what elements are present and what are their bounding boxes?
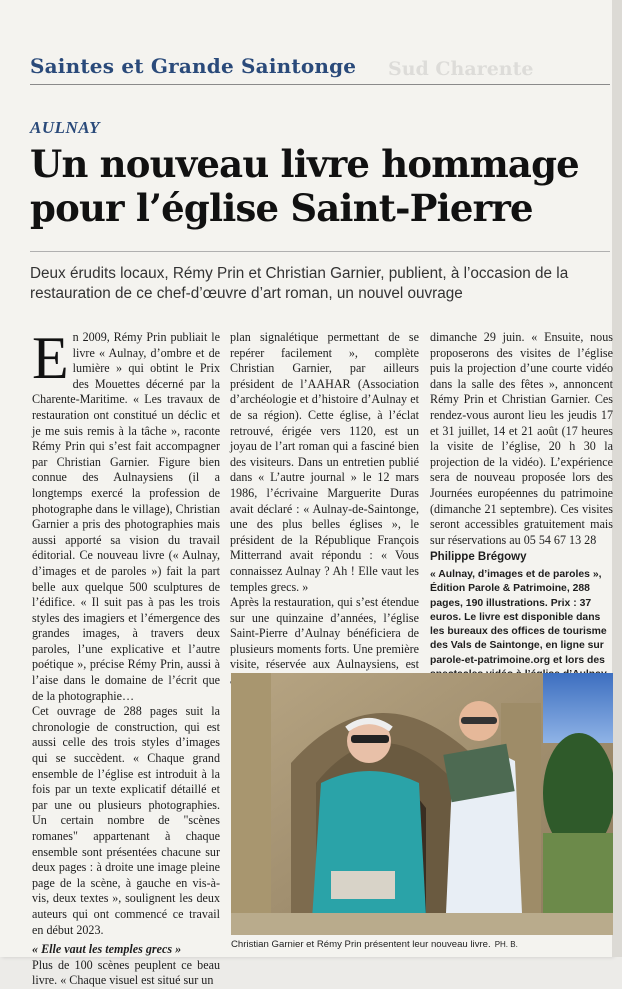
author-signature: Philippe Brégowy (430, 551, 527, 564)
section-divider (30, 84, 610, 85)
article-standfirst: Deux érudits locaux, Rémy Prin et Christian Garnier, publient, à l’occasion de la restauration de ce chef-d’œuvre d’art roman, un nouvel ouvrage (30, 265, 569, 302)
book-info-box: « Aulnay, d’images et de paroles », Édition Parole & Patrimoine, 288 pages, 190 illustrations. Prix : 37 euros. Le livre est disponible dans les bureaux des offices de tourisme des Vals de Saintonge, en ligne sur parole-et-patrimoine.org et lors des (430, 568, 607, 666)
photo-credit: PH. B. (494, 940, 518, 949)
section-title: Saintes et Grande Saintonge (30, 54, 357, 78)
page-edge (612, 0, 622, 957)
article-paragraph: Plus de 100 scènes peuplent ce beau livre. « Chaque visuel est situé sur un (32, 957, 220, 988)
paragraph-text: n 2009, Rémy Prin publiait le livre « Aulnay, d’ombre et de lumière » qui obtint le Prix des Mouettes décerné par la Charente-Maritime. « Les travaux de restauration ont constitué un déclic et je me suis remis à la tâche », raconte Rémy Prin qui s’est fait accompagner par Christian Garnier. Figure bien connue des Aulnaysiens (il a longtemps exercé la profession de photographe dans le village), Christian Garnier a pris des photographies mais aussi apporté sa vision du travail éditorial. Ce nouveau livre (« Aulnay, d’images et de paroles ») fait la part belle aux quelque 500 sculptures de l’édifice. « Il suit pas à pas les trois styles des imagiers et l’émergence des grandes images, à travers deux paroles, l’une explicative et l’autre poétique », précise Rémy Prin, aussi à l’aise dans le domaine de l’écrit que de la photographie… (32, 330, 220, 703)
article-paragraph: dimanche 29 juin. « Ensuite, nous proposerons des visites de l’église puis la projection d’une courte vidéo dans la salle des fêtes », annoncent Rémy Prin et Christian Garnier. Ces rendez-vous auront lieu les jeudis 17 et 31 juillet, 14 et 21 août (17 heures la visite de l’église, 20 h 30 la projection de la vidéo). L’expérience sera de nouveau proposée lors des Journées européennes du patrimoine (dimanche 21 septembre). Ces visites seront accessibles gratuitement mais sur réservations au 05 54 67 13 28 (430, 330, 613, 547)
article-paragraph: Cet ouvrage de 288 pages suit la chronologie de construction, qui est aussi celle des trois styles d’images qui se succèdent. « Chaque grand ensemble de l’église est introduit à la fois par un texte explicatif détaillé et par une ou plusieurs photographies. Un certain nombre de "scènes romanes" appartenant à chaque ensemble sont présentées chacune sur deux pages : à droite une image pleine page de la scène, à gauche en vis-à-vis, deux textes », soulignent les deux auteurs qui ont commencé ce travail en début 2023. (32, 704, 220, 937)
caption-text: Christian Garnier et Rémy Prin présentent leur nouveau livre. (231, 939, 491, 950)
article-paragraph (32, 325, 220, 704)
bleed-through-text: Sud Charente (388, 58, 534, 80)
article-photo (231, 673, 613, 935)
article-column-2 (230, 330, 419, 689)
drop-cap: E (32, 325, 69, 391)
headline-line-2: pour l’église Saint-Pierre (30, 186, 533, 230)
article-column-1 (32, 325, 220, 989)
article-paragraph: plan signalétique permettant de se repérer facilement », complète Christian Garnier, par ailleurs président de l’AAHAR (Association d’archéologie et d’histoire d’Aulnay et de sa région). Cette église, à l’éclat retrouvé, érigée vers 1120, est un joyau de l’art roman qui a fasciné bien des visiteurs. Dans un entretien publié dans « L’autre journal » le 12 mars 1986, l’écrivaine Marguerite Duras avait déclaré : « Aulnay-de-Saintonge, une des plus belles églises », le président de la République François Mitterrand avait répondu : « Vous connaissez Aulnay ? Ah ! Elle vaut les temples grecs. » (230, 330, 419, 594)
headline-divider (30, 251, 610, 252)
article-subhead: « Elle vaut les temples grecs » (32, 942, 182, 957)
article-paragraph: Après la restauration, qui s’est étendue sur une quinzaine d’années, l’église Saint-Pierre d’Aulnay bénéficiera de plusieurs moments forts. Une première visite, réservée aux Aulnaysiens, est (230, 595, 419, 672)
article-headline (30, 142, 610, 230)
article-column-3 (430, 330, 613, 697)
photo-illustration (231, 673, 613, 935)
photo-caption (231, 939, 611, 950)
article-kicker: AULNAY (30, 118, 101, 137)
headline-line-1: Un nouveau livre hommage (30, 142, 579, 186)
